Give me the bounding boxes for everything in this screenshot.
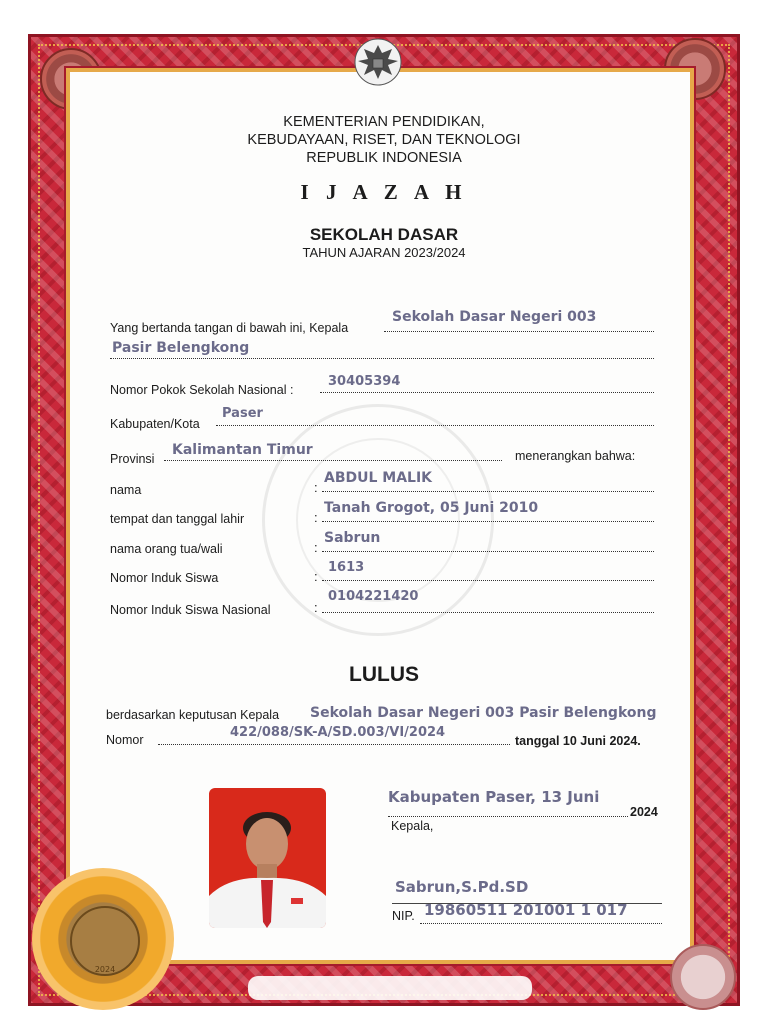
nomor-line — [158, 744, 510, 745]
nip-line — [420, 923, 662, 924]
menerangkan-label: menerangkan bahwa: — [515, 449, 636, 463]
ortu-line — [322, 551, 654, 552]
basis-label: berdasarkan keputusan Kepala — [106, 708, 280, 722]
certificate-title: I J A Z A H — [300, 180, 468, 204]
kabupaten-label: Kabupaten/Kota — [110, 417, 200, 431]
bottom-plate — [248, 976, 532, 1000]
ortu-value: Sabrun — [324, 530, 381, 546]
garuda-emblem-icon — [346, 36, 410, 88]
nisn-value: 0104221420 — [328, 589, 419, 604]
npsn-line — [320, 392, 654, 393]
sign-year: 2024 — [630, 805, 658, 819]
nis-label: Nomor Induk Siswa — [110, 571, 219, 585]
nama-line — [322, 491, 654, 492]
ministry-line-1: KEMENTERIAN PENDIDIKAN, — [283, 114, 485, 130]
nis-value: 1613 — [328, 560, 365, 575]
kabupaten-value: Paser — [222, 406, 263, 421]
nomor-label: Nomor — [106, 733, 144, 747]
kabupaten-line — [216, 425, 654, 426]
school-level: SEKOLAH DASAR — [309, 225, 459, 244]
ttl-colon: : — [314, 510, 318, 525]
signatory-name: Sabrun,S.Pd.SD — [395, 878, 529, 896]
school-name-line-1 — [384, 331, 654, 332]
basis-value: Sekolah Dasar Negeri 003 Pasir Belengkong — [310, 705, 657, 721]
nisn-label: Nomor Induk Siswa Nasional — [110, 603, 271, 617]
sign-place-line — [388, 816, 628, 817]
nomor-value: 422/088/SK-A/SD.003/VI/2024 — [230, 725, 446, 740]
school-name-line-2 — [110, 358, 654, 359]
nis-colon: : — [314, 569, 318, 584]
academic-year: TAHUN AJARAN 2023/2024 — [302, 245, 466, 260]
ortu-label: nama orang tua/wali — [110, 542, 223, 556]
nip-value: 19860511 201001 1 017 — [424, 901, 628, 919]
tanggal-text: tanggal 10 Juni 2024. — [515, 734, 641, 748]
intro-label: Yang bertanda tangan di bawah ini, Kepala — [110, 321, 349, 335]
nis-line — [322, 580, 654, 581]
nama-label: nama — [110, 483, 142, 497]
provinsi-value: Kalimantan Timur — [172, 442, 313, 458]
ministry-line-3: REPUBLIK INDONESIA — [306, 150, 462, 166]
nama-colon: : — [314, 480, 318, 495]
seal-inner — [70, 906, 140, 976]
sign-place-date: Kabupaten Paser, 13 Juni — [388, 788, 600, 806]
school-name-value-2: Pasir Belengkong — [112, 340, 250, 356]
student-photo — [209, 788, 326, 928]
school-name-value-1: Sekolah Dasar Negeri 003 — [392, 309, 597, 325]
corner-ornament-bottom-right — [670, 944, 736, 1010]
graduation-status: LULUS — [349, 663, 419, 686]
gold-seal-icon — [32, 868, 174, 1010]
nama-value: ABDUL MALIK — [324, 470, 433, 486]
nisn-line — [322, 612, 654, 613]
ministry-line-2: KEBUDAYAAN, RISET, DAN TEKNOLOGI — [247, 132, 521, 148]
npsn-label: Nomor Pokok Sekolah Nasional : — [110, 383, 294, 397]
ttl-line — [322, 521, 654, 522]
seal-year: 2024 — [94, 965, 116, 974]
npsn-value: 30405394 — [328, 374, 401, 389]
ttl-label: tempat dan tanggal lahir — [110, 512, 245, 526]
ttl-value: Tanah Grogot, 05 Juni 2010 — [324, 500, 539, 516]
sign-title: Kepala, — [391, 819, 434, 833]
ortu-colon: : — [314, 540, 318, 555]
nip-label: NIP. — [392, 909, 415, 923]
provinsi-label: Provinsi — [110, 452, 155, 466]
nisn-colon: : — [314, 600, 318, 615]
provinsi-line — [164, 460, 502, 461]
